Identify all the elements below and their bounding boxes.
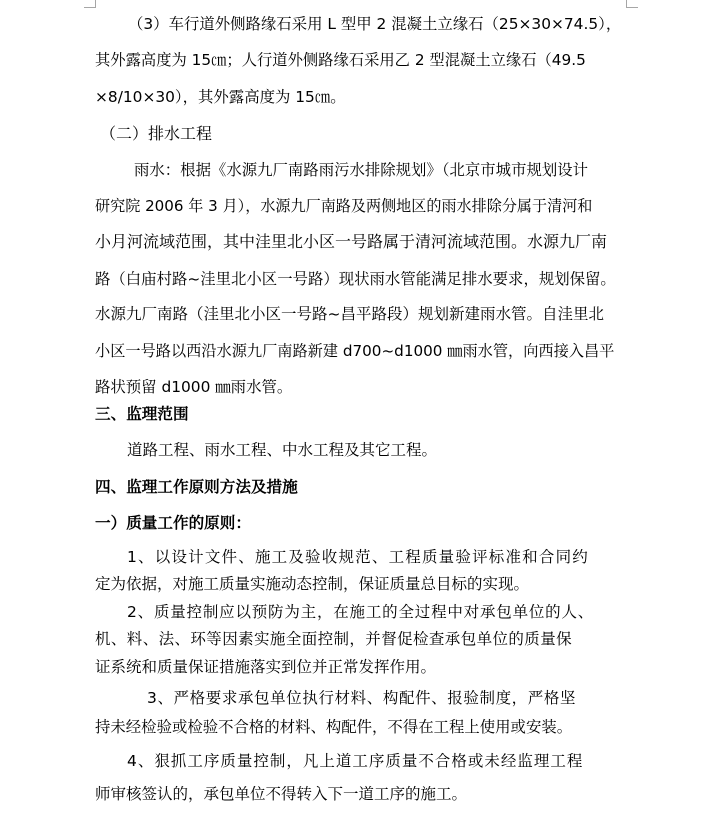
section-heading: 四、监理工作原则方法及措施 (95, 478, 298, 496)
paragraph-line: ×8/10×30），其外露高度为 15㎝。 (95, 88, 346, 106)
paragraph-line: 研究院 2006 年 3 月），水源九厂南路及两侧地区的雨水排除分属于清河和 (95, 197, 593, 215)
paragraph-line: 道路工程、雨水工程、中水工程及其它工程。 (127, 441, 438, 459)
paragraph-line: 小月河流域范围，其中洼里北小区一号路属于清河流域范围。水源九厂南 (95, 232, 608, 251)
subsection-heading: 一）质量工作的原则： (95, 514, 251, 532)
paragraph-line: 小区一号路以西沿水源九厂南路新建 d700~d1000 ㎜雨水管，向西接入昌平 (95, 342, 615, 360)
paragraph-line: 水源九厂南路（洼里北小区一号路~昌平路段）规划新建雨水管。自洼里北 (95, 305, 604, 323)
paragraph-line: 师审核签认的，承包单位不得转入下一道工序的施工。 (95, 785, 468, 803)
crop-mark-left-horizontal (84, 7, 96, 8)
paragraph-line: 机、料、法、环等因素实施全面控制，并督促检查承包单位的质量保 (95, 630, 573, 648)
section-heading: 三、监理范围 (95, 405, 189, 423)
paragraph-line: （3）车行道外侧路缘石采用 L 型甲 2 混凝土立缘石（25×30×74.5）， (128, 15, 622, 33)
paragraph-line: 3、严格要求承包单位执行材料、构配件、报验制度，严格坚 (147, 689, 577, 707)
paragraph-line: 定为依据，对施工质量实施动态控制，保证质量总目标的实现。 (95, 575, 530, 593)
section-heading: （二）排水工程 (100, 124, 213, 143)
paragraph-line: 2、质量控制应以预防为主，在施工的全过程中对承包单位的人、 (127, 603, 595, 621)
paragraph-line: 4、狠抓工序质量控制，凡上道工序质量不合格或未经监理工程 (127, 752, 584, 770)
paragraph-line: 持未经检验或检验不合格的材料、构配件，不得在工程上使用或安装。 (95, 718, 573, 736)
paragraph-line: 路（白庙村路~洼里北小区一号路）现状雨水管能满足排水要求，规划保留。 (95, 270, 616, 288)
paragraph-line: 1、以设计文件、施工及验收规范、工程质量验评标准和合同约 (127, 548, 589, 566)
paragraph-line: 雨水：根据《水源九厂南路雨污水排除规划》（北京市城市规划设计 (134, 161, 589, 179)
paragraph-line: 路状预留 d1000 ㎜雨水管。 (95, 378, 293, 396)
paragraph-line: 其外露高度为 15㎝；人行道外侧路缘石采用乙 2 型混凝土立缘石（49.5 (95, 51, 586, 69)
paragraph-line: 证系统和质量保证措施落实到位并正常发挥作用。 (95, 658, 437, 676)
crop-mark-right-horizontal (626, 7, 638, 8)
